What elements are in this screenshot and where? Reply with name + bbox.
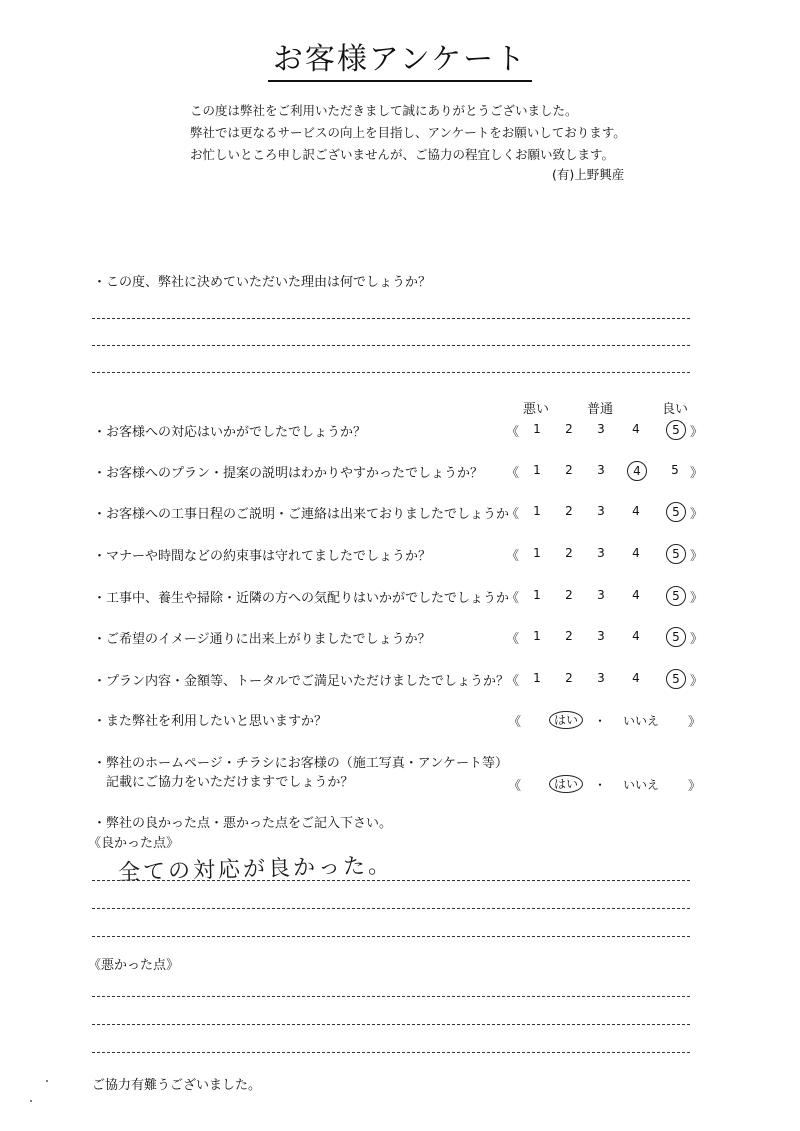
bracket-close: 》 bbox=[688, 715, 702, 730]
answer-line[interactable] bbox=[92, 318, 690, 319]
rating-question-3: ・お客様への工事日程のご説明・ご連絡は出来ておりましたでしょうか bbox=[93, 507, 510, 522]
rating-option-2[interactable]: 2 bbox=[565, 504, 573, 518]
rating-option-2[interactable]: 2 bbox=[565, 546, 573, 560]
bracket-open: 《 bbox=[508, 779, 522, 794]
rating-option-5[interactable]: 5 bbox=[666, 420, 686, 440]
rating-option-2[interactable]: 2 bbox=[565, 629, 573, 643]
good-points-answer[interactable]: 全ての対応が良かった。 bbox=[117, 853, 394, 886]
question-publish-line-2: 記載にご協力をいただけますでしょうか？ bbox=[106, 775, 354, 790]
rating-question-7: ・プラン内容・金額等、トータルでご満足いただけましたでしょうか？ bbox=[93, 674, 510, 689]
rating-option-2[interactable]: 2 bbox=[565, 588, 573, 602]
rating-option-5[interactable]: 5 bbox=[666, 586, 686, 606]
company-name: (有)上野興産 bbox=[552, 167, 625, 182]
rating-option-1[interactable]: 1 bbox=[533, 463, 541, 477]
answer-line[interactable] bbox=[92, 1024, 690, 1025]
intro-line-3: お忙しいところ申し訳ございませんが、ご協力の程宜しくお願い致します。 bbox=[190, 147, 615, 162]
intro-line-2: 弊社では更なるサービスの向上を目指し、アンケートをお願いしております。 bbox=[190, 125, 626, 140]
answer-line[interactable] bbox=[92, 908, 690, 909]
bracket-open: 《 bbox=[506, 507, 520, 522]
rating-option-3[interactable]: 3 bbox=[597, 546, 605, 560]
rating-option-1[interactable]: 1 bbox=[533, 629, 541, 643]
answer-line[interactable] bbox=[92, 996, 690, 997]
rating-option-4[interactable]: 4 bbox=[632, 504, 640, 518]
rating-option-2[interactable]: 2 bbox=[565, 422, 573, 436]
rating-option-4[interactable]: 4 bbox=[632, 422, 640, 436]
bracket-close: 》 bbox=[690, 466, 704, 481]
page-title: お客様アンケート bbox=[272, 42, 528, 77]
rating-option-5[interactable]: 5 bbox=[666, 627, 686, 647]
option-separator: ・ bbox=[594, 778, 607, 792]
question-reuse: ・また弊社を利用したいと思いますか？ bbox=[93, 714, 328, 729]
scale-label-good: 良い bbox=[662, 402, 689, 417]
bracket-open: 《 bbox=[506, 674, 520, 689]
bracket-close: 》 bbox=[690, 591, 704, 606]
bracket-close: 》 bbox=[688, 779, 702, 794]
rating-question-2: ・お客様へのプラン・提案の説明はわかりやすかったでしょうか？ bbox=[93, 466, 484, 481]
rating-option-1[interactable]: 1 bbox=[533, 422, 541, 436]
rating-option-3[interactable]: 3 bbox=[597, 671, 605, 685]
option-yes[interactable]: はい bbox=[549, 775, 583, 793]
rating-option-3[interactable]: 3 bbox=[597, 463, 605, 477]
rating-option-2[interactable]: 2 bbox=[565, 671, 573, 685]
rating-question-4: ・マナーや時間などの約束事は守れてましたでしょうか？ bbox=[93, 549, 432, 564]
option-no[interactable]: いいえ bbox=[623, 778, 660, 792]
scan-speck bbox=[46, 1080, 48, 1082]
option-no[interactable]: いいえ bbox=[623, 714, 660, 728]
option-yes[interactable]: はい bbox=[549, 711, 583, 729]
rating-option-4[interactable]: 4 bbox=[632, 546, 640, 560]
rating-option-3[interactable]: 3 bbox=[597, 629, 605, 643]
bracket-close: 》 bbox=[690, 674, 704, 689]
answer-line[interactable] bbox=[92, 936, 690, 937]
rating-option-4[interactable]: 4 bbox=[627, 461, 647, 481]
scale-label-bad: 悪い bbox=[523, 402, 550, 417]
bracket-close: 》 bbox=[690, 425, 704, 440]
rating-option-3[interactable]: 3 bbox=[597, 504, 605, 518]
rating-question-1: ・お客様への対応はいかがでしたでしょうか？ bbox=[93, 425, 367, 440]
bracket-open: 《 bbox=[506, 466, 520, 481]
good-points-label: 《良かった点》 bbox=[88, 836, 180, 851]
scan-speck bbox=[30, 1100, 32, 1102]
rating-option-5[interactable]: 5 bbox=[666, 544, 686, 564]
answer-line[interactable] bbox=[92, 1052, 690, 1053]
rating-option-2[interactable]: 2 bbox=[565, 463, 573, 477]
question-feedback: ・弊社の良かった点・悪かった点をご記入下さい。 bbox=[93, 816, 393, 831]
answer-line[interactable] bbox=[92, 345, 690, 346]
rating-option-1[interactable]: 1 bbox=[533, 546, 541, 560]
answer-line[interactable] bbox=[92, 372, 690, 373]
rating-option-5[interactable]: 5 bbox=[666, 669, 686, 689]
rating-option-4[interactable]: 4 bbox=[632, 671, 640, 685]
rating-question-5: ・工事中、養生や掃除・近隣の方への気配りはいかがでしたでしょうか bbox=[93, 591, 510, 606]
rating-question-6: ・ご希望のイメージ通りに出来上がりましたでしょうか？ bbox=[93, 632, 431, 647]
rating-option-1[interactable]: 1 bbox=[533, 504, 541, 518]
question-publish-line-1: ・弊社のホームページ・チラシにお客様の（施工写真・アンケート等） bbox=[93, 756, 508, 771]
rating-option-3[interactable]: 3 bbox=[597, 422, 605, 436]
intro-line-1: この度は弊社をご利用いただきまして誠にありがとうございました。 bbox=[190, 103, 578, 118]
answer-line[interactable] bbox=[92, 880, 690, 881]
rating-option-1[interactable]: 1 bbox=[533, 588, 541, 602]
rating-option-3[interactable]: 3 bbox=[597, 588, 605, 602]
rating-option-1[interactable]: 1 bbox=[533, 671, 541, 685]
bracket-close: 》 bbox=[690, 507, 704, 522]
scale-label-normal: 普通 bbox=[587, 402, 614, 417]
title-underline bbox=[268, 80, 532, 82]
bracket-open: 《 bbox=[506, 591, 520, 606]
option-separator: ・ bbox=[594, 714, 607, 728]
bracket-open: 《 bbox=[506, 632, 520, 647]
rating-option-4[interactable]: 4 bbox=[632, 588, 640, 602]
bracket-open: 《 bbox=[506, 425, 520, 440]
rating-option-5[interactable]: 5 bbox=[671, 463, 679, 477]
bracket-close: 》 bbox=[690, 549, 704, 564]
rating-option-4[interactable]: 4 bbox=[632, 629, 640, 643]
closing-text: ご協力有難うございました。 bbox=[92, 1078, 262, 1093]
bad-points-label: 《悪かった点》 bbox=[88, 958, 180, 973]
question-reason: ・この度、弊社に決めていただいた理由は何でしょうか？ bbox=[93, 275, 432, 290]
bracket-open: 《 bbox=[508, 715, 522, 730]
rating-option-5[interactable]: 5 bbox=[666, 502, 686, 522]
bracket-open: 《 bbox=[506, 549, 520, 564]
bracket-close: 》 bbox=[690, 632, 704, 647]
